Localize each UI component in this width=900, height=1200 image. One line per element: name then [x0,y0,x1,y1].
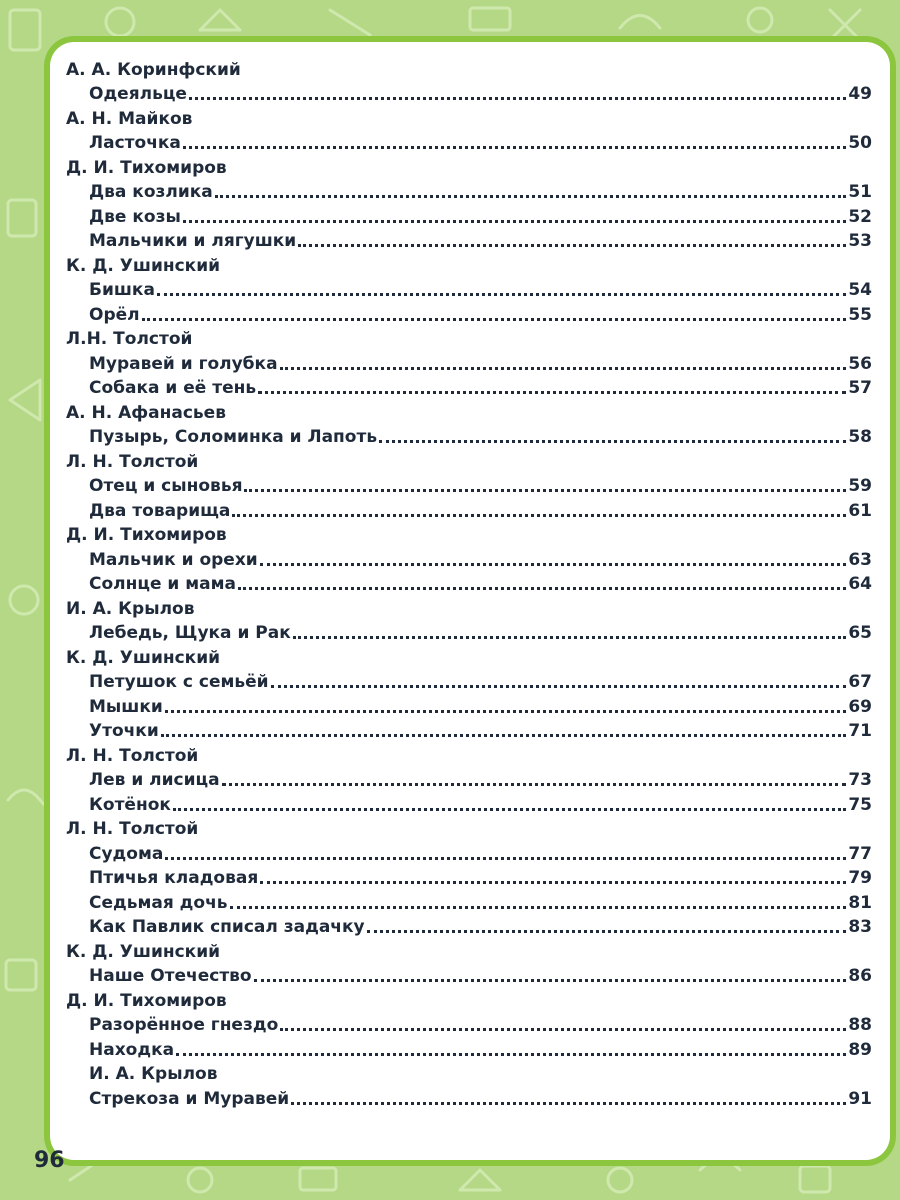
entry-page-number: 50 [848,133,872,153]
author-name: Д. И. Тихомиров [66,525,227,545]
notebook-doodle-icon [10,10,40,50]
author-name: А. Н. Афанасьев [66,402,226,423]
entry-page-number: 51 [848,182,872,202]
entry-page-number: 64 [848,574,872,594]
dot-leader [165,857,846,860]
entry-page-number: 58 [848,427,872,447]
toc-entry [66,839,872,864]
toc-entry [66,1011,872,1036]
toc-entry [66,178,872,203]
entry-title: И. А. Крылов [89,1064,218,1084]
dot-leader [238,587,846,590]
dot-leader [260,881,846,884]
dot-leader [183,220,847,223]
toc-entry [66,766,872,791]
dot-leader [367,930,847,933]
entry-page-number: 61 [848,500,872,521]
entry-title: Орёл [89,304,140,325]
toc-author [66,594,872,619]
entry-title: Петушок с семьёй [89,672,269,692]
dot-leader [189,97,846,100]
entry-title: Два козлика [89,182,213,202]
entry-title: Муравей и голубка [89,353,278,374]
dot-leader [161,734,847,737]
entry-title: Солнце и мама [89,574,236,594]
dot-leader [298,244,846,247]
entry-title: Две козы [89,206,181,227]
dot-leader [280,367,847,370]
toc-entry [66,80,872,105]
author-name: А. А. Коринфский [66,59,241,80]
toc-author [66,521,872,546]
entry-title: Наше Отечество [89,966,252,986]
entry-page-number: 77 [848,843,872,864]
entry-title: Седьмая дочь [89,892,228,913]
dot-leader [165,710,847,713]
author-name: Д. И. Тихомиров [66,990,227,1011]
entry-page-number: 53 [848,231,872,251]
dot-leader [271,685,847,688]
toc-entry [66,692,872,717]
dot-leader [379,440,846,443]
toc-author [66,447,872,472]
toc-entry [66,913,872,938]
triangle-doodle-icon [200,10,240,30]
entry-page-number: 49 [848,84,872,104]
author-name: К. Д. Ушинский [66,941,221,962]
entry-title: Собака и её тень [89,378,257,398]
entry-title: Ласточка [89,133,181,153]
toc-entry [66,276,872,301]
dot-leader [232,514,846,517]
dot-leader [244,489,846,492]
author-name: Д. И. Тихомиров [66,157,227,178]
toc-entry [66,227,872,252]
dot-leader [183,146,846,149]
entry-page-number: 69 [848,696,872,717]
toc-entry [66,496,872,521]
entry-title: Котёнок [89,794,171,815]
entry-title: Находка [89,1039,175,1060]
entry-title: Лебедь, Щука и Рак [89,623,291,643]
toc-entry [66,864,872,889]
toc-entry [66,1060,872,1085]
circle-doodle-icon [106,8,134,36]
entry-title: Мальчики и лягушки [89,231,297,251]
toc-entry [66,1084,872,1109]
toc-entry [66,717,872,742]
author-name: И. А. Крылов [66,598,195,619]
entry-page-number: 75 [848,794,872,815]
entry-page-number: 56 [848,353,872,374]
dot-leader [176,1053,846,1056]
dot-leader [142,318,847,321]
entry-title: Пузырь, Соломинка и Лапоть [89,427,378,447]
toc-entry [66,202,872,227]
dot-leader [280,1028,846,1031]
entry-title: Как Павлик списал задачку [89,917,365,937]
author-name: Л. Н. Толстой [66,451,199,472]
entry-page-number: 81 [848,892,872,913]
toc-entry [66,545,872,570]
toc-entry [66,129,872,154]
entry-page-number: 83 [848,917,872,937]
entry-title: Судома [89,843,164,864]
table-of-contents [50,42,890,1160]
entry-title: Мышки [89,696,163,717]
toc-entry [66,668,872,693]
toc-entry [66,619,872,644]
toc-entry [66,1035,872,1060]
toc-author [66,398,872,423]
entry-page-number: 65 [848,623,872,643]
toc-author [66,741,872,766]
toc-author [66,325,872,350]
dot-leader [293,636,847,639]
dot-leader [258,391,846,394]
toc-entry [66,962,872,987]
toc-author [66,153,872,178]
toc-author [66,815,872,840]
entry-page-number: 55 [848,304,872,325]
entry-title: Два товарища [89,500,231,521]
entry-title: Мальчик и орехи [89,549,258,570]
author-name: К. Д. Ушинский [66,255,221,276]
author-name: Л. Н. Толстой [66,819,199,839]
dot-leader [291,1102,846,1105]
entry-title: Уточки [89,721,159,741]
toc-author [66,251,872,276]
entry-page-number: 63 [848,549,872,570]
toc-entry [66,374,872,399]
entry-title: Бишка [89,280,155,300]
entry-title: Разорённое гнездо [89,1015,279,1035]
toc-author [66,986,872,1011]
entry-title: Одеяльце [89,84,187,104]
author-name: К. Д. Ушинский [66,647,221,668]
toc-author [66,643,872,668]
dot-leader [215,195,847,198]
toc-author [66,55,872,80]
dot-leader [260,563,847,566]
dot-leader [157,293,846,296]
entry-page-number: 73 [848,770,872,790]
entry-title: Отец и сыновья [89,476,243,496]
entry-page-number: 67 [848,672,872,692]
dot-leader [173,808,846,811]
toc-entry [66,790,872,815]
toc-author [66,104,872,129]
author-name: Л. Н. Толстой [66,745,199,766]
entry-title: Птичья кладовая [89,868,259,888]
entry-page-number: 79 [848,868,872,888]
toc-author [66,937,872,962]
entry-page-number: 86 [848,966,872,986]
entry-page-number: 57 [848,378,872,398]
toc-entry [66,300,872,325]
pencil-doodle-icon [330,10,370,35]
entry-page-number: 52 [848,206,872,227]
toc-entry [66,570,872,595]
dot-leader [230,906,847,909]
entry-page-number: 91 [848,1088,872,1109]
entry-page-number: 71 [848,721,872,741]
entry-title: Стрекоза и Муравей [89,1088,290,1109]
dot-leader [222,783,847,786]
toc-entry [66,423,872,448]
entry-page-number: 54 [848,280,872,300]
dot-leader [254,979,847,982]
page-number: 96 [34,1148,65,1173]
author-name: Л.Н. Толстой [66,329,193,349]
toc-entry [66,888,872,913]
author-name: А. Н. Майков [66,108,193,129]
entry-page-number: 88 [848,1015,872,1035]
toc-entry [66,349,872,374]
entry-title: Лев и лисица [89,770,220,790]
entry-page-number: 89 [848,1039,872,1060]
toc-entry [66,472,872,497]
entry-page-number: 59 [848,476,872,496]
